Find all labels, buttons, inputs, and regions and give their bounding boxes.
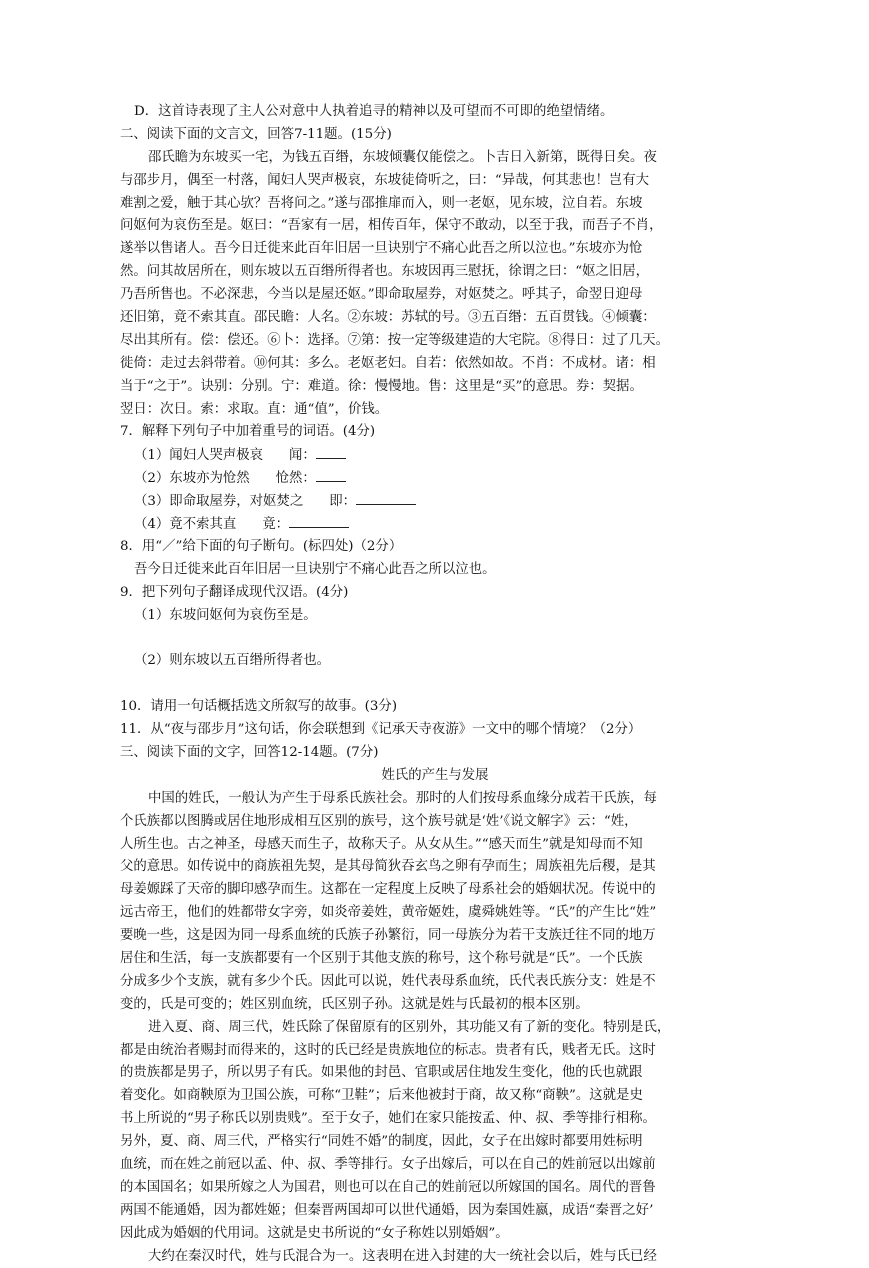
text-line [120,284,750,307]
line-text: 书上所说的“男子称氏以别贵贱”。至于女子，她们在家只能按孟、仲、叔、季等排行相称。 [120,1111,656,1127]
text-line [120,1200,750,1223]
line-text: 要晚一些，这是因为同一母系血统的氏族子孙繁衍，同一母族分为若干支族迁往不同的地万 [120,928,656,944]
text-line [120,444,750,467]
line-text: 另外，夏、商、周三代，严格实行“同姓不婚”的制度，因此，女子在出嫁时都要用姓标明 [120,1134,643,1150]
line-text: 乃吾所售也。不必深悲，今当以是屋还妪。”即命取屋券，对妪焚之。呼其子，命翌日迎母 [120,287,643,303]
line-text: 父的意思。如传说中的商族祖先契，是其母简狄吞玄鸟之卵有孕而生；周族祖先后稷，是其 [120,859,656,875]
answer-label: 怆然： [275,471,316,487]
text-line [120,101,750,124]
text-line [120,1085,750,1108]
document-body [120,101,750,1268]
text-line [120,1108,750,1131]
text-line [120,513,750,536]
text-line [120,788,750,811]
text-line [120,467,750,490]
line-text: （4）竟不索其直 [134,517,237,533]
text-line [120,605,750,628]
line-text: 与邵步月，偶至一村落，闻妇人哭声极哀，东坡徒倚听之，曰：“异哉，何其悲也！岂有大 [120,172,650,188]
line-text: 两国不能通婚，因为都姓姬；但秦晋两国却可以世代通婚，因为秦国姓嬴，成语“秦晋之好’ [120,1202,654,1218]
line-text: 8．用“／”给下面的句子断句。(标四处)（2分） [120,538,403,554]
line-text: 11．从“夜与邵步月”这句话，你会联想到《记承天寺夜游》一文中的哪个情境？（2分） [120,722,642,738]
line-text: 着变化。如商鞅原为卫国公族，可称“卫鞋”；后来他被封于商，故又称“商鞅”。这就是史 [120,1088,643,1104]
line-text: 母姜嫄踩了天帝的脚印感孕而生。这都在一定程度上反映了母系社会的婚姻状况。传说中的 [120,882,656,898]
line-text: 大约在秦汉时代，姓与氏混合为一。这表明在进入封建的大一统社会以后，姓与氏已经 [148,1248,657,1264]
line-text: 难割之爱，触于其心欤？吾将问之。”遂与邵推扉而入，则一老妪，见东坡，泣自若。东坡 [120,195,643,211]
line-text: 三、阅读下面的文字，回答12-14题。(7分) [120,744,379,760]
line-text: 变的，氏是可变的；姓区别血统，氏区别子孙。这就是姓与氏最初的根本区别。 [120,996,589,1012]
line-text: 中国的姓氏，一般认为产生于母系氏族社会。那时的人们按母系血缘分成若干氏族，每 [148,790,657,806]
line-text: 徙倚：走过去斜带着。⑩何其：多么。老妪老妇。自若：依然如故。不肖：不成材。诸：相 [120,355,656,371]
line-text: 都是由统治者赐封而得来的，这时的氏已经是贵族地位的标志。贵者有氏，贱者无氏。这时 [120,1042,656,1058]
text-line [120,1131,750,1154]
text-line [120,1040,750,1063]
text-line [120,147,750,170]
line-text: 当于“之于”。诀别：分别。宁：难道。徐：慢慢地。售：这里是“买”的意思。券：契据。 [120,378,643,394]
line-text: 邵氏瞻为东坡买一宅，为钱五百缗，东坡倾囊仅能偿之。卜吉日入新第，既得日矣。夜 [148,149,657,165]
line-text: 个氏族都以图腾或居住地形成相互区别的族号，这个族号就是‘姓’《说文解字》云：“姓， [120,813,638,829]
line-text: 尽出其所有。偿：偿还。⑥卜：选择。⑦第：按一定等级建造的大宅院。⑧得日：过了几天。 [120,332,670,348]
text-line [120,696,750,719]
text-line [120,856,750,879]
line-text: 二、阅读下面的文言文，回答7-11题。(15分) [120,126,392,142]
line-text: 人所生也。古之神圣，母感天而生子，故称天子。从女从生。”“感天而生”就是知母而不知 [120,836,643,852]
text-line [120,536,750,559]
line-text: 10．请用一句话概括选文所叙写的故事。(3分) [120,699,398,715]
line-text: 遂举以售诸人。吾今日迁徙来此百年旧居一旦诀别宁不痛心此吾之所以泣也。”东坡亦为怆 [120,241,643,257]
line-text: 血统，而在姓之前冠以孟、仲、叔、季等排行。女子出嫁后，可以在自己的姓前冠以出嫁前 [120,1156,656,1172]
text-line [120,421,750,444]
line-text: 7．解释下列句子中加着重号的词语。(4分) [120,424,376,440]
text-line [120,994,750,1017]
text-line [120,582,750,605]
line-text: 分成多少个支族，就有多少个氏。因此可以说，姓代表母系血统，氏代表氏族分支：姓是不 [120,973,656,989]
line-text: 因此成为婚姻的代用词。这就是史书所说的“女子称姓以别婚姻”。 [120,1225,509,1241]
text-line [120,215,750,238]
text-line [120,1062,750,1085]
text-line [120,238,750,261]
text-line [120,925,750,948]
text-line [120,490,750,513]
answer-blank[interactable] [316,467,346,482]
answer-label: 即： [329,494,356,510]
line-text: （1）闻妇人哭声极哀 [134,448,264,464]
text-line [120,376,750,399]
text-line [120,1017,750,1040]
text-line [120,811,750,834]
answer-label: 闻： [289,448,316,464]
text-line [120,879,750,902]
line-text: 姓氏的产生与发展 [381,767,489,783]
text-line [120,719,750,742]
blank-line [120,627,750,650]
text-line [120,902,750,925]
text-line [120,330,750,353]
answer-blank[interactable] [316,444,346,459]
line-text: （1）东坡问妪何为哀伤至是。 [134,607,317,623]
text-line [120,124,750,147]
text-line [120,971,750,994]
text-line [120,742,750,765]
line-text: 9．把下列句子翻译成现代汉语。(4分) [120,584,349,600]
answer-blank[interactable] [289,513,349,528]
text-line [120,1246,750,1268]
text-line [120,399,750,422]
text-line [120,650,750,673]
line-text: D．这首诗表现了主人公对意中人执着追寻的精神以及可望而不可即的绝望情绪。 [134,104,614,119]
text-line [120,948,750,971]
line-text: 问妪何为哀伤至是。妪曰：“吾家有一居，相传百年，保守不敢动，以至于我，而吾子不肖， [120,218,663,234]
text-line [120,307,750,330]
text-line [120,170,750,193]
text-line [120,834,750,857]
line-text: 的贵族都是男子，所以男子有氏。如果他的封邑、官职或居住地发生变化，他的氏也就跟 [120,1065,643,1081]
text-line [120,261,750,284]
section-title [120,765,750,788]
line-text: 居住和生活，每一支族都要有一个区别于其他支族的称号，这个称号就是“氏”。一个氏族 [120,950,643,966]
text-line [120,353,750,376]
line-text: 还旧第，竟不索其直。邵民瞻：人名。②东坡：苏轼的号。③五百缗：五百贯钱。④倾囊： [120,310,656,326]
line-text: （3）即命取屋券，对妪焚之 [134,494,304,510]
line-text: 的本国国名；如果所嫁之人为国君，则也可以在自己的姓前冠以所嫁国的国名。周代的晋鲁 [120,1179,656,1195]
line-text: 然。问其故居所在，则东坡以五百缗所得者也。东坡因再三慰抚，徐谓之曰：“妪之旧居， [120,264,650,280]
text-line [120,1154,750,1177]
text-line [120,559,750,582]
answer-blank[interactable] [356,490,416,505]
line-text: 进入夏、商、周三代，姓氏除了保留原有的区别外，其功能又有了新的变化。特别是氏， [148,1019,671,1035]
text-line [120,193,750,216]
blank-line [120,673,750,696]
answer-label: 竟： [262,517,290,533]
line-text: 翌日：次日。索：求取。直：通“值”，价钱。 [120,401,389,417]
text-line [120,1223,750,1246]
line-text: （2）则东坡以五百缗所得者也。 [134,653,330,669]
line-text: （2）东坡亦为怆然 [134,471,250,487]
text-line [120,1177,750,1200]
line-text: 吾今日迁徙来此百年旧居一旦诀别宁不痛心此吾之所以泣也。 [134,561,496,577]
line-text: 远古帝王，他们的姓都带女字旁，如炎帝姜姓，黄帝姬姓，虞舜姚姓等。“氏”的产生比“姓” [120,905,657,921]
